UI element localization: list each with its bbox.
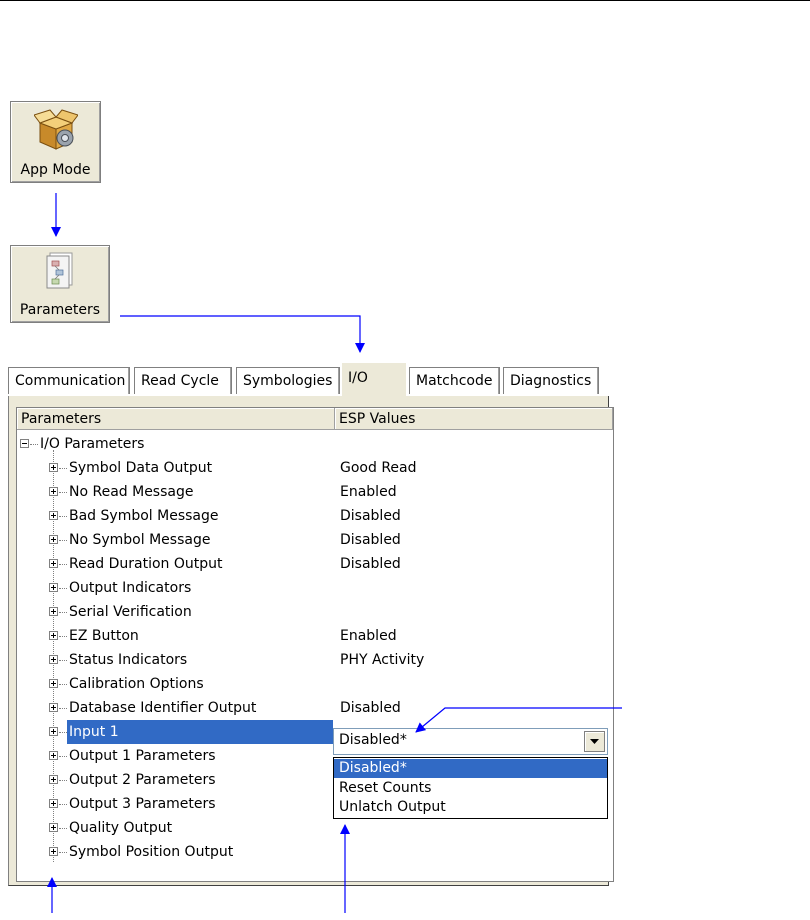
expand-icon[interactable] xyxy=(49,703,58,712)
expand-icon[interactable] xyxy=(49,775,58,784)
parameters-document-icon xyxy=(46,251,76,289)
parameter-name: Output 2 Parameters xyxy=(69,772,216,788)
tab-io[interactable]: I/O xyxy=(342,363,406,396)
parameter-row[interactable] xyxy=(17,600,613,624)
parameter-row[interactable] xyxy=(17,696,613,720)
parameter-name: Quality Output xyxy=(69,820,173,836)
dropdown-options-list xyxy=(333,757,608,819)
parameter-row[interactable] xyxy=(17,480,613,504)
dropdown-option[interactable]: Reset Counts xyxy=(339,780,432,796)
parameter-name: Output Indicators xyxy=(69,580,192,596)
parameter-name: Symbol Position Output xyxy=(69,844,234,860)
expand-icon[interactable] xyxy=(49,487,58,496)
dropdown-toggle-button[interactable] xyxy=(584,731,605,752)
parameter-row[interactable] xyxy=(17,504,613,528)
parameter-row[interactable] xyxy=(17,624,613,648)
chevron-down-icon xyxy=(590,739,599,745)
parameter-row[interactable] xyxy=(17,672,613,696)
arrow-parameters-to-io-tab xyxy=(120,316,360,352)
parameter-name: No Read Message xyxy=(69,484,194,500)
expand-icon[interactable] xyxy=(49,559,58,568)
parameter-name: Serial Verification xyxy=(69,604,192,620)
parameter-value: Good Read xyxy=(340,460,417,476)
input-1-value-dropdown[interactable] xyxy=(333,728,608,755)
parameters-label: Parameters xyxy=(19,302,101,318)
tree-root-label: I/O Parameters xyxy=(40,436,145,452)
parameter-row[interactable] xyxy=(17,456,613,480)
expand-icon[interactable] xyxy=(49,655,58,664)
parameter-name: Database Identifier Output xyxy=(69,700,257,716)
parameter-name: Calibration Options xyxy=(69,676,204,692)
parameter-row[interactable] xyxy=(17,648,613,672)
tree-root-row[interactable] xyxy=(17,432,613,456)
parameter-name: Bad Symbol Message xyxy=(69,508,219,524)
parameter-row[interactable] xyxy=(17,576,613,600)
expand-icon[interactable] xyxy=(49,631,58,640)
expand-icon[interactable] xyxy=(49,823,58,832)
parameter-name: Output 1 Parameters xyxy=(69,748,216,764)
expand-icon[interactable] xyxy=(49,727,58,736)
parameter-row[interactable] xyxy=(17,816,613,840)
column-header-esp-values[interactable]: ESP Values xyxy=(335,408,613,430)
parameter-row[interactable] xyxy=(17,528,613,552)
tab-bar xyxy=(8,363,608,396)
expand-icon[interactable] xyxy=(49,463,58,472)
parameter-value: Enabled xyxy=(340,484,397,500)
dropdown-option[interactable]: Disabled* xyxy=(334,759,607,778)
collapse-icon[interactable] xyxy=(20,439,29,448)
parameter-name: Input 1 xyxy=(67,720,333,744)
app-mode-button[interactable] xyxy=(10,101,101,183)
parameter-value: Disabled xyxy=(340,508,401,524)
expand-icon[interactable] xyxy=(49,847,58,856)
dropdown-option[interactable]: Unlatch Output xyxy=(339,799,446,815)
page-top-rule xyxy=(0,0,810,1)
parameter-value: Disabled xyxy=(340,532,401,548)
expand-icon[interactable] xyxy=(49,511,58,520)
tab-matchcode[interactable]: Matchcode xyxy=(409,367,500,394)
parameter-value: Disabled xyxy=(340,556,401,572)
expand-icon[interactable] xyxy=(49,607,58,616)
parameter-row[interactable] xyxy=(17,552,613,576)
expand-icon[interactable] xyxy=(49,583,58,592)
parameter-row[interactable] xyxy=(17,840,613,864)
parameter-name: Status Indicators xyxy=(69,652,188,668)
parameter-value: Disabled xyxy=(340,700,401,716)
parameter-name: Read Duration Output xyxy=(69,556,223,572)
parameter-name: Output 3 Parameters xyxy=(69,796,216,812)
parameter-name: Symbol Data Output xyxy=(69,460,213,476)
dropdown-current-value: Disabled* xyxy=(339,732,407,748)
app-mode-box-icon xyxy=(34,107,78,151)
tab-communication[interactable]: Communication xyxy=(8,367,130,394)
parameter-name: No Symbol Message xyxy=(69,532,211,548)
expand-icon[interactable] xyxy=(49,535,58,544)
tab-symbologies[interactable]: Symbologies xyxy=(236,367,340,394)
parameter-name: EZ Button xyxy=(69,628,139,644)
parameter-value: PHY Activity xyxy=(340,652,425,668)
tab-read-cycle[interactable]: Read Cycle xyxy=(134,367,232,394)
parameter-value: Enabled xyxy=(340,628,397,644)
column-header-parameters[interactable]: Parameters xyxy=(17,408,335,430)
parameters-button[interactable] xyxy=(10,245,110,323)
tab-diagnostics[interactable]: Diagnostics xyxy=(503,367,599,394)
app-mode-label: App Mode xyxy=(20,162,91,178)
expand-icon[interactable] xyxy=(49,679,58,688)
expand-icon[interactable] xyxy=(49,799,58,808)
expand-icon[interactable] xyxy=(49,751,58,760)
